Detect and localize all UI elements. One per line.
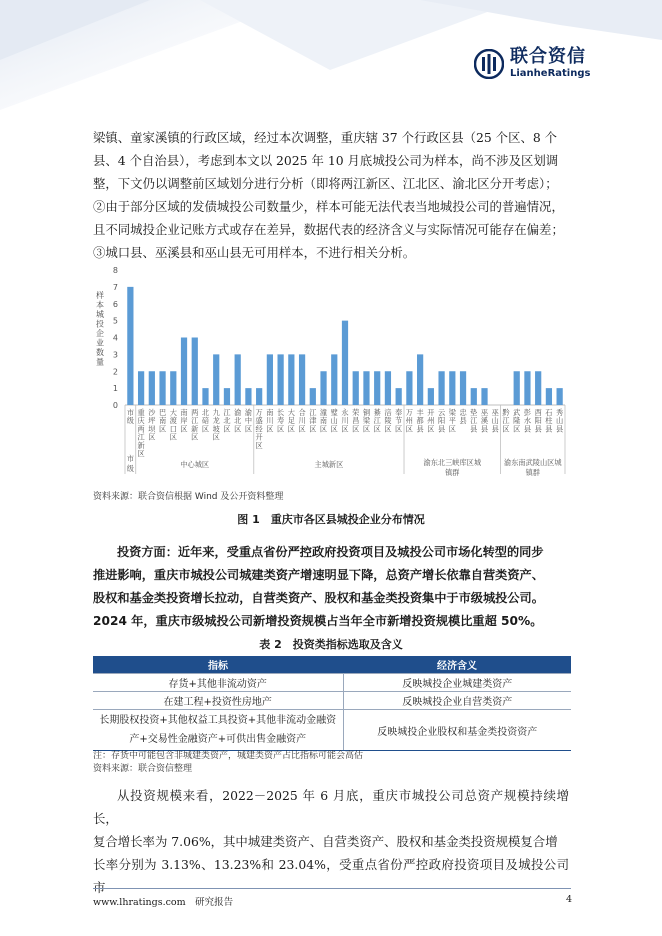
- x-tick-label-char: 开: [427, 408, 435, 417]
- x-tick-label-char: 区: [330, 424, 338, 434]
- table-caption: 表 2 投资类指标选取及含义: [259, 638, 403, 651]
- x-tick-label-char: 江: [309, 408, 317, 417]
- x-tick-label-char: 石: [545, 408, 553, 417]
- x-tick-label-char: 荣: [352, 408, 360, 417]
- x-tick-label-char: 区: [427, 424, 435, 434]
- x-tick-label-char: 区: [319, 424, 328, 434]
- x-tick-label-char: 区: [169, 432, 177, 442]
- bar: [299, 354, 305, 405]
- x-tick-label-char: 区: [362, 424, 371, 434]
- bar: [256, 388, 262, 405]
- footer-website: www.lhratings.com 研究报告: [93, 897, 234, 908]
- x-tick-label-char: 州: [405, 416, 413, 426]
- x-tick-label-char: 北: [201, 408, 210, 417]
- table-header-meaning: 经济含义: [343, 656, 571, 674]
- x-tick-label-char: 区: [513, 424, 521, 434]
- bar: [449, 371, 455, 405]
- x-tick-label-char: 县: [437, 424, 446, 434]
- x-tick-label-char: 区: [212, 432, 220, 442]
- group-label: 渝东北三峡库区城: [423, 458, 482, 467]
- invest-line: 推进影响，重庆市城投公司城建类资产增速明显下降，总资产增长依靠自营类资产、: [93, 568, 544, 582]
- x-tick-label-char: 巴: [158, 408, 167, 417]
- x-tick-label-char: 山: [330, 416, 338, 426]
- table-row: [93, 710, 571, 751]
- x-tick-label-char: 大: [287, 408, 295, 417]
- group-label: 镇群: [445, 468, 460, 477]
- x-tick-label-char: 平: [448, 416, 456, 426]
- y-tick-label: 4: [112, 333, 118, 343]
- district-bar-chart: [90, 262, 570, 482]
- figure-caption: 图 1 重庆市各区县城投企业分布情况: [237, 513, 425, 526]
- x-tick-label-char: 开: [255, 432, 263, 442]
- x-tick-label-char: 区: [352, 424, 360, 434]
- x-tick-label-char: 区: [234, 424, 242, 434]
- x-tick-label-char: 溪: [480, 416, 489, 426]
- x-tick-label-char: 云: [437, 408, 446, 417]
- x-tick-label-char: 璧: [330, 408, 338, 417]
- logo-english-name: LianheRatings: [510, 68, 591, 79]
- x-tick-label-char: 区: [341, 424, 349, 434]
- intro-line: ②由于部分区域的发债城投公司数量少，样本可能无法代表当地城投公司的普遍情况，: [93, 199, 564, 214]
- table-row: [93, 692, 571, 710]
- x-tick-label-char: 南: [319, 416, 328, 426]
- x-tick-label-char: 区: [201, 424, 210, 434]
- x-tick-label-char: 川: [298, 416, 306, 426]
- x-tick-label-char: 县: [556, 424, 564, 434]
- y-tick-label: 7: [112, 282, 118, 292]
- x-tick-label-char: 北: [223, 416, 231, 426]
- x-tick-label-char: 区: [287, 424, 295, 434]
- x-tick-label-char: 两: [137, 424, 145, 434]
- x-tick-label-char: 区: [373, 424, 381, 434]
- y-axis-label-char: 企: [96, 329, 104, 338]
- x-tick-label-char: 新: [137, 440, 145, 450]
- bar: [288, 354, 294, 405]
- bar: [438, 371, 444, 405]
- bar: [277, 354, 283, 405]
- x-tick-label-char: 昌: [352, 416, 360, 426]
- x-tick-label-char: 巫: [480, 408, 489, 417]
- bar: [159, 371, 165, 405]
- y-tick-label: 2: [112, 367, 118, 377]
- intro-line: ③城口县、巫溪县和巫山县无可用样本，不进行相关分析。: [93, 245, 416, 260]
- indicator-cell: [93, 710, 343, 751]
- x-tick-label-char: 区: [137, 449, 145, 458]
- company-logo: [474, 48, 590, 79]
- group-label: 中心城区: [180, 460, 210, 469]
- bar: [406, 371, 412, 405]
- bar: [224, 388, 230, 405]
- bar: [557, 388, 563, 405]
- x-tick-label-char: 涪: [384, 408, 392, 417]
- bar: [245, 388, 251, 405]
- x-tick-label-char: 江: [470, 416, 478, 426]
- x-tick-label-char: 梁: [362, 416, 371, 426]
- bar: [213, 354, 219, 405]
- x-tick-label-char: 渝: [234, 408, 242, 417]
- x-tick-label-char: 阳: [534, 416, 542, 426]
- x-tick-label-char: 坝: [148, 424, 156, 434]
- x-tick-label-char: 山: [491, 416, 499, 426]
- x-tick-label-char: 武: [513, 408, 521, 417]
- x-tick-label-char: 坪: [148, 416, 156, 426]
- x-tick-label-char: 川: [266, 416, 274, 426]
- x-tick-label-char: 县: [480, 424, 489, 434]
- x-tick-label-char: 区: [277, 424, 285, 434]
- x-tick-label-char: 区: [395, 424, 403, 434]
- x-tick-label-char: 中: [244, 416, 253, 426]
- x-tick-label-char: 县: [523, 424, 532, 434]
- x-tick-label-char: 万: [255, 408, 263, 417]
- x-tick-label-char: 区: [298, 424, 306, 434]
- indicator-cell: 存货+其他非流动资产: [93, 674, 343, 692]
- x-tick-label-char: 奉: [395, 408, 403, 417]
- invest-line: 股权和基金类投资增长拉动，自营类资产、股权和基金类投资集中于市级城投公司。: [93, 591, 544, 605]
- x-tick-label-char: 江: [191, 416, 199, 426]
- x-tick-label-char: 合: [298, 408, 306, 417]
- bar: [481, 388, 487, 405]
- x-tick-label-char: 南: [180, 408, 188, 417]
- x-tick-label-char: 重: [137, 408, 145, 417]
- y-axis-label-char: 样: [96, 291, 104, 300]
- growth-paragraph: [93, 784, 569, 899]
- x-tick-label-char: 区: [266, 424, 274, 434]
- bar: [428, 388, 434, 405]
- group-label: 主城新区: [314, 460, 344, 469]
- bar: [524, 371, 530, 405]
- x-tick-label-char: 庆: [137, 416, 145, 426]
- lianhe-logo-icon: [474, 49, 504, 79]
- x-tick-label-char: 经: [255, 424, 263, 434]
- y-axis-label-char: 城: [96, 310, 104, 319]
- bar: [460, 371, 466, 405]
- x-tick-label-char: 柱: [545, 416, 553, 426]
- intro-paragraph: [93, 126, 569, 264]
- x-tick-label-char: 川: [341, 416, 349, 426]
- x-tick-label-char: 南: [158, 416, 167, 426]
- table-note: 注：存货中可能包含非城建类资产，城建类资产占比指标可能会高估: [93, 751, 364, 761]
- x-tick-label-char: 县: [470, 424, 478, 434]
- group-label: 渝东南武陵山区城: [504, 458, 562, 467]
- invest-line: 投资方面：近年来，受重点省份严控政府投资项目及城投公司市场化转型的同步: [117, 545, 544, 559]
- intro-line: 梁镇、童家溪镇的行政区域，经过本次调整，重庆辖 37 个行政区县（25 个区、8 个: [93, 130, 558, 145]
- bar: [138, 371, 144, 405]
- y-axis-label-char: 业: [96, 338, 104, 348]
- intro-line: 县、4 个自治县），考虑到本文以 2025 年 10 月底城投公司为样本，尚不涉及区划调: [93, 153, 559, 168]
- bar: [170, 371, 176, 405]
- x-tick-label-char: 县: [491, 424, 499, 434]
- x-tick-label-char: 县: [534, 424, 542, 434]
- bar: [192, 338, 198, 406]
- x-tick-label-char: 长: [277, 408, 285, 417]
- x-tick-label-char: 渝: [244, 408, 253, 417]
- intro-line: 整，下文仍以调整前区域划分进行分析（即将两江新区、江北区、渝北区分开考虑）；: [93, 176, 558, 191]
- x-tick-label-char: 沙: [148, 408, 156, 417]
- x-tick-label-char: 区: [158, 424, 167, 434]
- x-tick-label-char: 江: [373, 416, 381, 426]
- x-tick-label-char: 大: [169, 408, 177, 417]
- x-tick-label-char: 盛: [255, 416, 263, 426]
- bar: [374, 371, 380, 405]
- y-axis-label-char: 量: [96, 357, 104, 367]
- y-tick-label: 3: [112, 350, 118, 360]
- indicator-cell-line: 产+交易性金融资产+可供出售金融资产: [129, 734, 307, 745]
- y-tick-label: 1: [112, 384, 118, 394]
- x-tick-label-char: 江: [223, 408, 231, 417]
- bar: [149, 371, 155, 405]
- x-tick-label-char: 九: [212, 408, 220, 417]
- x-tick-label-char: 永: [341, 408, 349, 417]
- x-tick-label-char: 足: [287, 416, 295, 426]
- table-source: 资料来源：联合资信整理: [93, 764, 193, 774]
- bar: [471, 388, 477, 405]
- x-tick-label-char: 县: [545, 424, 553, 434]
- bar: [181, 338, 187, 406]
- x-tick-label-char: 黔: [502, 408, 510, 417]
- x-tick-label-char: 口: [169, 424, 177, 434]
- x-tick-label-char: 两: [191, 408, 199, 417]
- x-tick-label-char: 丰: [416, 408, 424, 417]
- bar: [235, 354, 241, 405]
- x-tick-label-char: 阳: [437, 416, 446, 426]
- y-tick-label: 5: [112, 316, 118, 326]
- x-tick-label-char: 山: [556, 416, 564, 426]
- x-tick-label-char: 级: [126, 416, 134, 426]
- bar: [385, 371, 391, 405]
- x-tick-label-char: 区: [180, 424, 188, 434]
- bar: [514, 371, 520, 405]
- x-tick-label-char: 区: [405, 424, 413, 434]
- bar: [363, 371, 369, 405]
- footer-divider: [93, 888, 571, 889]
- bar: [396, 388, 402, 405]
- y-axis-label-char: 本: [96, 300, 104, 310]
- meaning-cell: 反映城投企业城建类资产: [343, 674, 571, 692]
- bar: [417, 354, 423, 405]
- figure-source: 资料来源：联合资信根据 Wind 及公开资料整理: [93, 492, 284, 502]
- x-tick-label-char: 市: [126, 408, 134, 417]
- x-tick-label-char: 寿: [277, 416, 285, 426]
- table-row: [93, 674, 571, 692]
- x-tick-label-char: 垫: [470, 408, 478, 417]
- group-label: 市: [126, 454, 134, 463]
- x-tick-label-char: 江: [502, 416, 510, 426]
- bar: [535, 371, 541, 405]
- x-tick-label-char: 岸: [180, 416, 188, 426]
- x-tick-label-char: 区: [255, 440, 263, 450]
- x-tick-label-char: 区: [502, 424, 510, 434]
- x-tick-label-char: 万: [405, 408, 413, 417]
- invest-line: 2024 年，重庆市级城投公司新增投资规模占当年全市新增投资规模比重超 50%。: [93, 614, 543, 628]
- x-tick-label-char: 碚: [201, 416, 210, 426]
- group-label: 镇群: [525, 468, 541, 477]
- x-tick-label-char: 北: [234, 416, 242, 426]
- x-tick-label-char: 隆: [513, 416, 521, 426]
- x-tick-label-char: 渡: [169, 416, 177, 426]
- bar: [310, 388, 316, 405]
- x-tick-label-char: 坡: [212, 424, 220, 434]
- bar: [331, 354, 337, 405]
- bar: [353, 371, 359, 405]
- x-tick-label-char: 彭: [523, 408, 532, 417]
- bar: [202, 388, 208, 405]
- indicator-table: [93, 656, 571, 751]
- x-tick-label-char: 区: [148, 432, 156, 442]
- x-tick-label-char: 綦: [373, 408, 381, 417]
- x-tick-label-char: 新: [191, 424, 199, 434]
- bar: [267, 354, 273, 405]
- meaning-cell: 反映城投企业自营类资产: [343, 692, 571, 710]
- x-tick-label-char: 铜: [362, 408, 371, 417]
- indicator-cell: 在建工程+投资性房地产: [93, 692, 343, 710]
- growth-line: 复合增长率为 7.06%，其中城建类资产、自营类资产、股权和基金类投资规模复合增: [93, 834, 558, 849]
- y-tick-label: 6: [112, 299, 118, 309]
- x-tick-label-char: 梁: [448, 408, 456, 417]
- x-tick-label-char: 江: [137, 432, 145, 442]
- x-tick-label-char: 州: [427, 416, 435, 426]
- intro-line: 且不同城投企业记账方式或存在差异，数据代表的经济含义与实际情况可能存在偏差；: [93, 222, 564, 237]
- y-axis-label-char: 投: [96, 319, 104, 329]
- bar: [546, 388, 552, 405]
- x-tick-label-char: 县: [416, 424, 424, 434]
- x-tick-label-char: 潼: [319, 408, 328, 417]
- x-tick-label-char: 区: [384, 424, 392, 434]
- x-tick-label-char: 县: [459, 416, 467, 426]
- x-tick-label-char: 区: [244, 424, 253, 434]
- growth-line: 长率分别为 3.13%、13.23%和 23.04%，受重点省份严控政府投资项目及城投公司市: [93, 857, 569, 895]
- x-tick-label-char: 津: [309, 416, 317, 426]
- x-tick-label-char: 忠: [459, 408, 467, 417]
- y-tick-label: 0: [112, 401, 118, 410]
- bar: [342, 321, 348, 405]
- x-tick-label-char: 都: [416, 416, 424, 426]
- x-tick-label-char: 水: [523, 416, 532, 426]
- x-tick-label-char: 节: [395, 416, 403, 426]
- y-tick-label: 8: [112, 266, 118, 275]
- bar: [320, 371, 326, 405]
- x-tick-label-char: 巫: [491, 408, 499, 417]
- x-tick-label-char: 南: [266, 408, 274, 417]
- investment-paragraph: [93, 541, 569, 633]
- group-label: 级: [126, 464, 134, 473]
- x-tick-label-char: 区: [309, 424, 317, 434]
- growth-line: 从投资规模来看，2022－2025 年 6 月底，重庆市城投公司总资产规模持续增长，: [93, 788, 569, 826]
- x-tick-label-char: 酉: [534, 408, 542, 417]
- x-tick-label-char: 陵: [384, 416, 392, 426]
- x-tick-label-char: 区: [448, 424, 456, 434]
- x-tick-label-char: 区: [223, 424, 231, 434]
- bar: [127, 287, 133, 405]
- y-axis-label-char: 数: [96, 348, 104, 357]
- x-tick-label-char: 秀: [556, 408, 564, 417]
- x-tick-label-char: 龙: [212, 416, 220, 426]
- table-header-indicator: 指标: [93, 656, 343, 674]
- x-tick-label-char: 区: [191, 432, 199, 442]
- page-number: 4: [566, 894, 573, 905]
- meaning-cell: 反映城投企业股权和基金类投资资产: [343, 710, 571, 751]
- logo-chinese-name: 联合资信: [510, 46, 586, 67]
- indicator-cell-line: 长期股权投资+其他权益工具投资+其他非流动金融资: [99, 715, 337, 726]
